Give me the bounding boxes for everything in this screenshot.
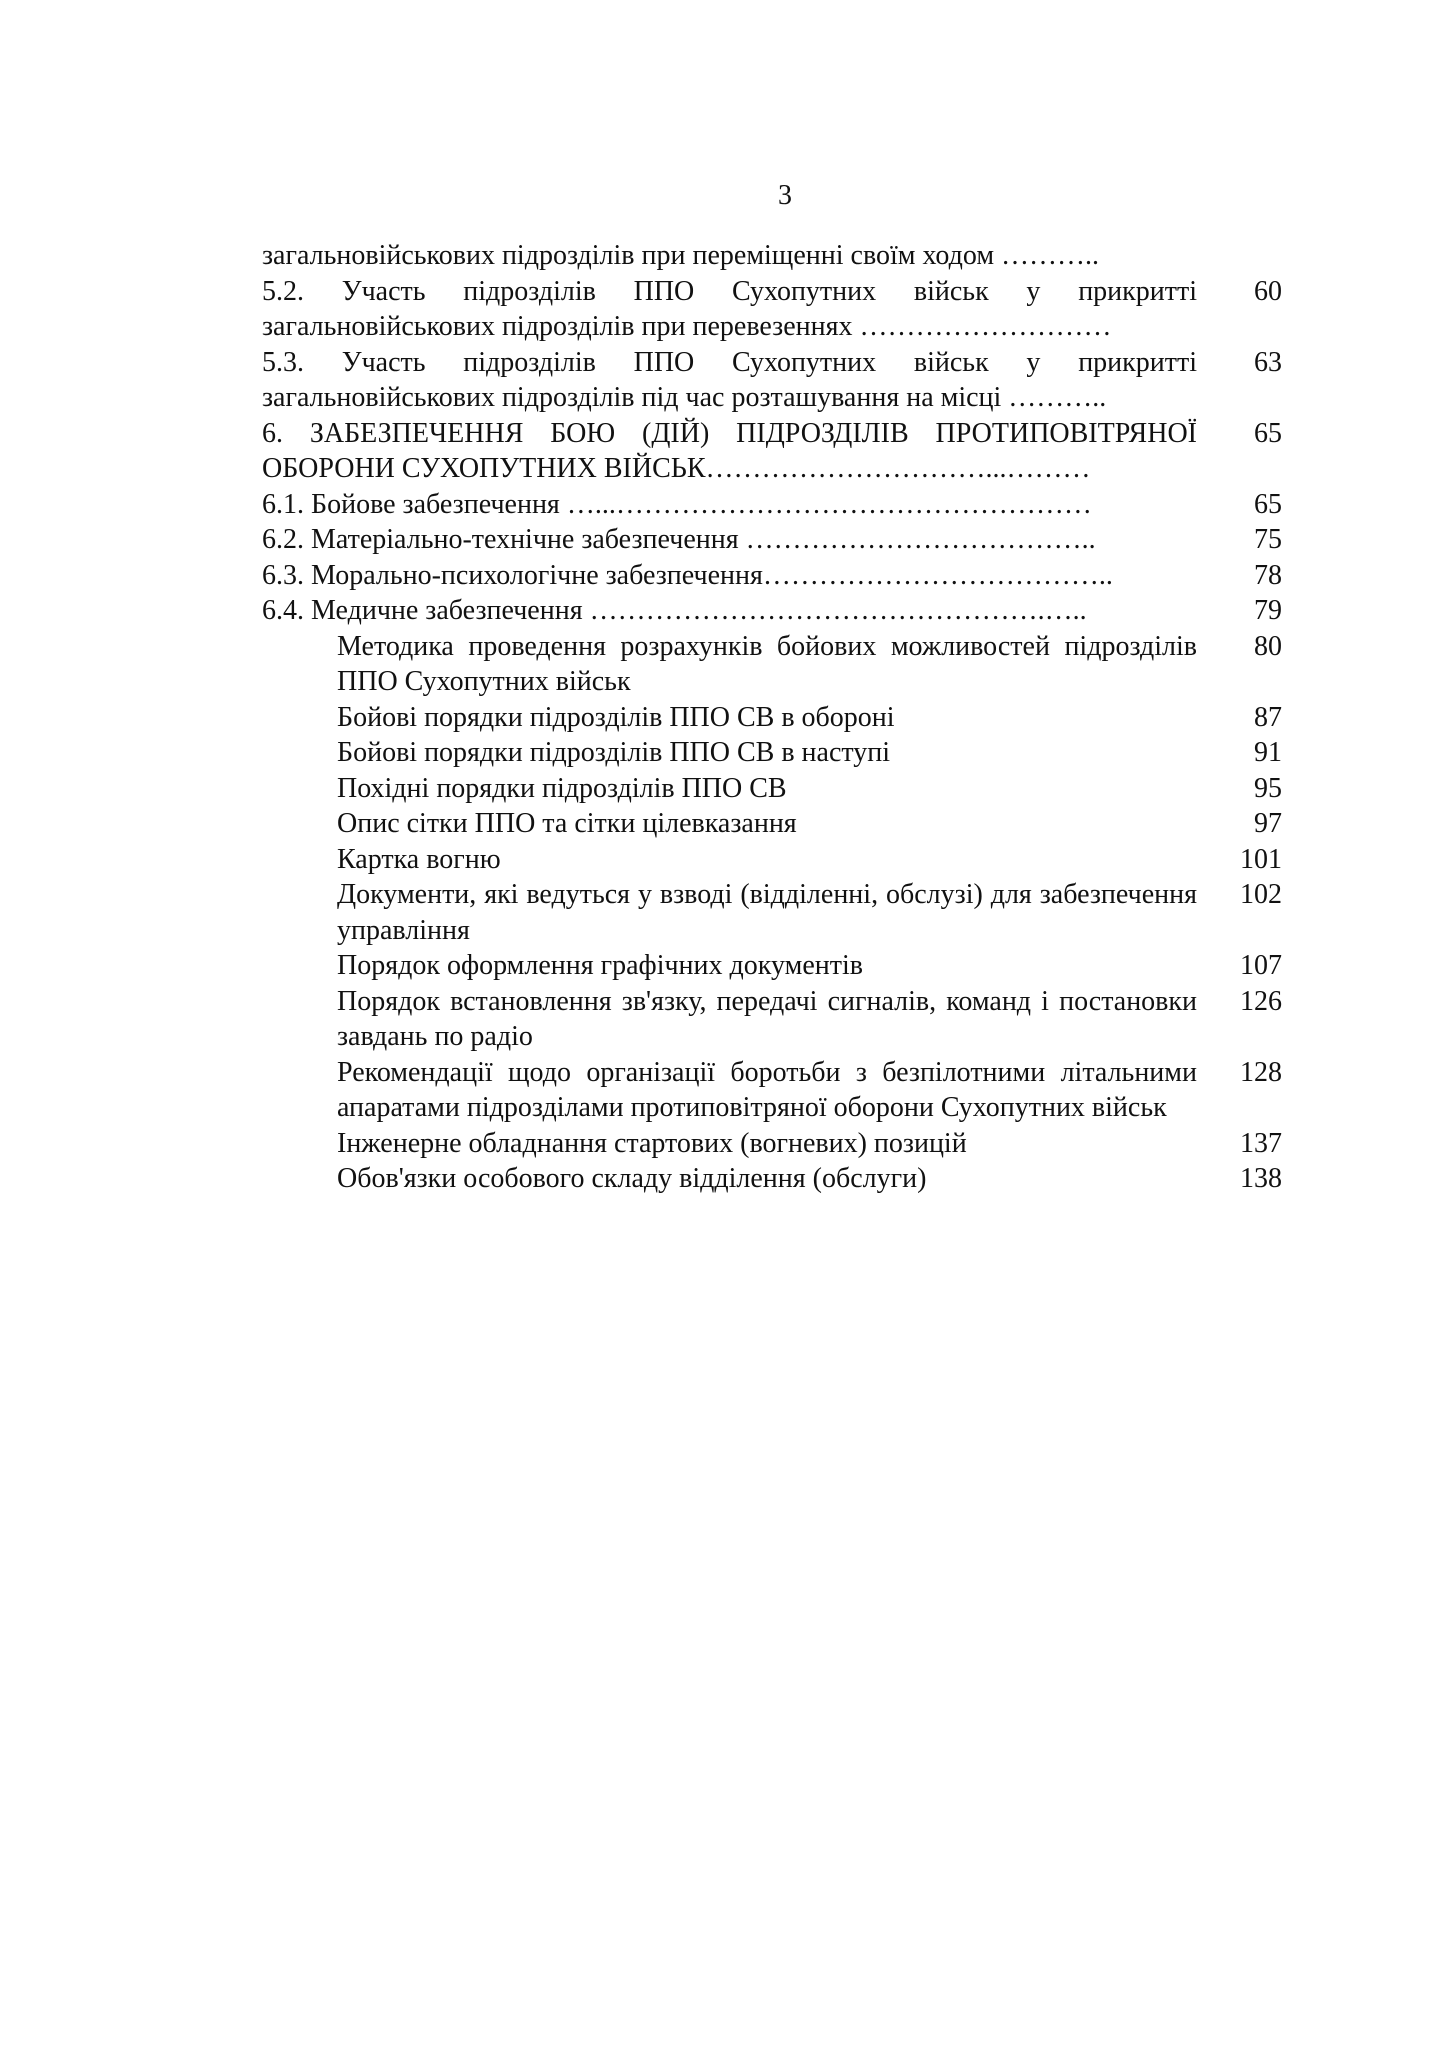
- toc-entry-text: Похідні порядки підрозділів ППО СВ: [337, 772, 787, 804]
- toc-entry: [262, 771, 1282, 807]
- toc-entry-text: 6. ЗАБЕЗПЕЧЕННЯ БОЮ (ДІЙ) ПІДРОЗДІЛІВ ПРОТИПОВІТРЯНОЇ ОБОРОНИ СУХОПУТНИХ ВІЙСЬК…………………………...………: [262, 417, 1197, 484]
- toc-entry: [262, 948, 1282, 984]
- toc-entry-page: 138: [1240, 1163, 1282, 1194]
- toc-entry-page: 128: [1240, 1056, 1282, 1088]
- toc-entry-text: Документи, які ведуться у взводі (відділенні, обслузі) для забезпечення управління: [337, 879, 1197, 946]
- toc-entry-page: 60: [1254, 275, 1282, 307]
- toc-entry-page: 107: [1240, 950, 1282, 981]
- toc-entry-page: 78: [1254, 559, 1282, 591]
- toc-entry: [262, 487, 1282, 523]
- toc-entry: [262, 1055, 1282, 1126]
- toc-entry: [262, 842, 1282, 878]
- toc-entry-page: 65: [1254, 488, 1282, 520]
- toc-entry-text: Рекомендації щодо організації боротьби з безпілотними літальними апаратами підрозділами протиповітряної оборони Сухопутних військ: [337, 1056, 1197, 1123]
- toc-entry-text: Методика проведення розрахунків бойових можливостей підрозділів ППО Сухопутних військ: [337, 630, 1197, 697]
- toc-entry-text: Обов'язки особового складу відділення (обслуги): [337, 1163, 927, 1194]
- toc-entry-page: 87: [1254, 701, 1282, 733]
- toc-entry: [262, 984, 1282, 1055]
- toc-entry-page: 137: [1240, 1127, 1282, 1159]
- toc-entry-text: 5.3. Участь підрозділів ППО Сухопутних військ у прикритті загальновійськових підрозділів під час розташування на місці ………..: [262, 346, 1197, 413]
- toc-entry-page: 91: [1254, 737, 1282, 768]
- toc-entry-page: 102: [1240, 879, 1282, 910]
- toc-entry-text: 6.1. Бойове забезпечення …...……………………………………………: [262, 488, 1092, 520]
- toc-entry: [262, 238, 1282, 274]
- toc-entry-page: 101: [1240, 843, 1282, 875]
- toc-entry: [262, 735, 1282, 771]
- toc-entry-page: 97: [1254, 808, 1282, 839]
- toc-entry: [262, 877, 1282, 948]
- toc-entry-text: Порядок оформлення графічних документів: [337, 950, 863, 981]
- toc-entry-text: Бойові порядки підрозділів ППО СВ в наступі: [337, 737, 891, 768]
- toc-entry: [262, 700, 1282, 736]
- toc-entry-text: Картка вогню: [337, 843, 501, 875]
- page-number: 3: [778, 180, 792, 211]
- toc-entry: [262, 522, 1282, 558]
- toc-entry-text: Бойові порядки підрозділів ППО СВ в обороні: [337, 701, 895, 733]
- toc-entry-text: 6.4. Медичне забезпечення ………………………………………….…..: [262, 595, 1087, 626]
- toc-entry-page: 79: [1254, 595, 1282, 626]
- toc-entry: [262, 1161, 1282, 1197]
- toc-entry-text: 6.2. Матеріально-технічне забезпечення ………………………………..: [262, 524, 1096, 555]
- toc-entry-page: 80: [1254, 630, 1282, 662]
- toc-entry-page: 63: [1254, 346, 1282, 378]
- toc-entry-page: 75: [1254, 524, 1282, 555]
- toc-entry-text: Інженерне обладнання стартових (вогневих) позицій: [337, 1127, 967, 1159]
- toc-entry: [262, 558, 1282, 594]
- toc-entry: [262, 1126, 1282, 1162]
- toc-entry-text: Опис сітки ППО та сітки цілевказання: [337, 808, 797, 839]
- toc-entry-text: Порядок встановлення зв'язку, передачі сигналів, команд і постановки завдань по радіо: [337, 985, 1197, 1052]
- toc-entry-page: 95: [1254, 772, 1282, 804]
- table-of-contents: [262, 238, 1282, 1197]
- toc-entry-text: загальновійськових підрозділів при переміщенні своїм ходом ………..: [262, 240, 1100, 271]
- toc-entry: [262, 629, 1282, 700]
- toc-entry: [262, 593, 1282, 629]
- toc-entry: [262, 416, 1282, 487]
- toc-entry: [262, 345, 1282, 416]
- toc-entry-text: 6.3. Морально-психологічне забезпечення………………………………..: [262, 559, 1113, 591]
- toc-entry-page: 126: [1240, 985, 1282, 1017]
- toc-entry-text: 5.2. Участь підрозділів ППО Сухопутних військ у прикритті загальновійськових підрозділів при перевезеннях ………………………: [262, 275, 1197, 342]
- toc-entry: [262, 274, 1282, 345]
- toc-entry-page: 65: [1254, 417, 1282, 449]
- toc-entry: [262, 806, 1282, 842]
